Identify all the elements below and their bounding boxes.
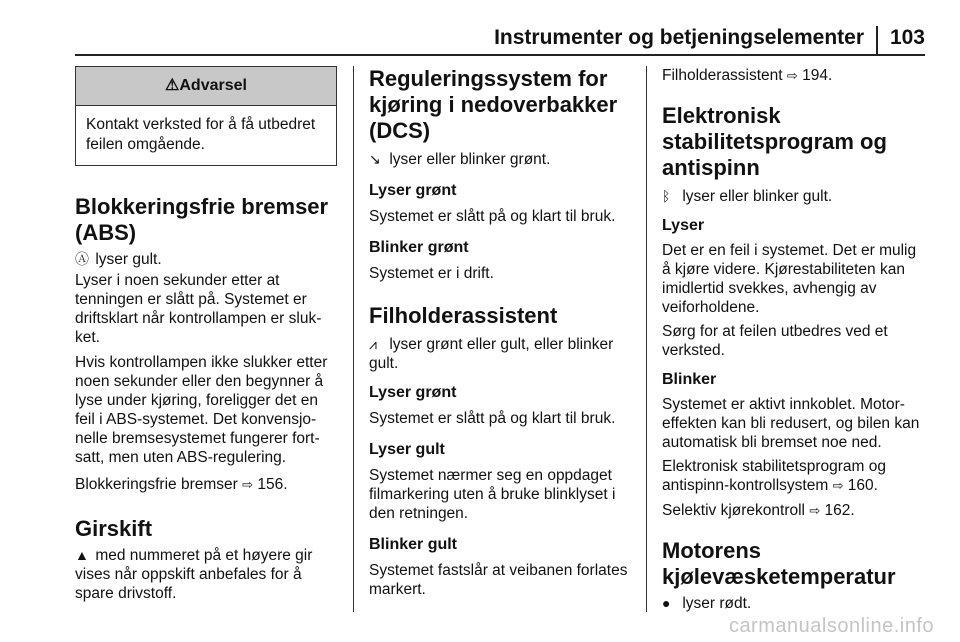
esc-icon: ᛒ [662, 188, 671, 204]
dcs-subheading-2: Blinker grønt [369, 239, 469, 256]
lane-heading: Filholderassistent [369, 303, 558, 328]
abs-reference-text: Blokkeringsfrie bremser [75, 476, 238, 493]
esc-reference-1 [662, 457, 926, 495]
lane-subtext-2: Systemet nærmer seg en oppdaget filmarkering uten å bruke blinklyset i den retningen. [369, 467, 616, 522]
shift-heading: Girskift [75, 516, 153, 541]
reference-arrow-icon: ⇨ [242, 477, 254, 492]
column-middle [369, 66, 631, 599]
abs-status-line [75, 250, 337, 269]
lane-subtext-1: Systemet er slått på og klart til bruk. [369, 410, 616, 427]
lane-status: lyser grønt eller gult, eller blinker gult. [369, 336, 614, 372]
page-number: 103 [889, 26, 925, 49]
lane-reference-page: 194. [802, 67, 833, 84]
esc-paragraph-3: Systemet er aktivt innkoblet. Motor-effekten kan bli redusert, og bilen kan automatisk bli bremset noe ned. [662, 396, 920, 451]
reference-arrow-icon: ⇨ [786, 68, 798, 83]
coolant-status-line [662, 594, 926, 613]
reference-arrow-icon: ⇨ [809, 503, 821, 518]
lane-subheading-1: Lyser grønt [369, 384, 457, 401]
abs-reference-page: 156. [257, 476, 288, 493]
shift-text: med nummeret på et høyere gir vises når oppskift anbefales for å spare drivstoff. [75, 547, 313, 602]
shift-text-block [75, 546, 337, 603]
dcs-status: lyser eller blinker grønt. [389, 151, 551, 168]
abs-warning-icon: Ⓐ [75, 251, 89, 267]
dcs-status-line [369, 150, 631, 169]
header-divider [876, 26, 878, 56]
abs-paragraph-2: Hvis kontrollampen ikke slukker etter noen sekunder eller den begynner å lyse under kjøring, foreligger det en feil i ABS-systemet. Det konvensjo-nelle bremsesystemet fungerer fort-satt, men uten ABS-regulering. [75, 354, 328, 466]
esc-status-line [662, 187, 926, 206]
esc-reference-2 [662, 501, 926, 520]
abs-status: lyser gult. [95, 251, 162, 268]
lane-status-line [369, 335, 631, 373]
lane-subtext-3: Systemet fastslår at veibanen forlates markert. [369, 562, 628, 598]
abs-paragraph-1: Lyser i noen sekunder etter at tenningen er slått på. Systemet er driftsklart når kontrollampen er sluk-ket. [75, 272, 322, 346]
lane-reference-text: Filholderassistent [662, 67, 783, 84]
reference-arrow-icon: ⇨ [832, 478, 844, 493]
dcs-icon: ↘ [369, 151, 381, 167]
esc-reference-1-page: 160. [847, 477, 878, 494]
warning-icon: ⚠ [165, 77, 180, 94]
coolant-temperature-icon: ● [662, 595, 671, 611]
warning-title: Advarsel [179, 77, 247, 94]
warning-box [75, 66, 337, 166]
column-right [662, 66, 926, 613]
esc-subheading-2: Blinker [662, 371, 717, 388]
warning-text: Kontakt verksted for å få utbedret feilen omgående. [86, 116, 316, 153]
coolant-status: lyser rødt. [682, 595, 752, 612]
dcs-subtext-2: Systemet er i drift. [369, 265, 494, 282]
lane-reference [662, 66, 926, 85]
header-rule [75, 54, 925, 56]
esc-paragraph-2: Sørg for at feilen utbedres ved et verksted. [662, 323, 888, 359]
abs-heading: Blokkeringsfrie bremser (ABS) [75, 194, 329, 245]
coolant-heading: Motorens kjølevæsketemperatur [662, 538, 896, 589]
watermark: carmanualsonline.info [728, 615, 934, 637]
lane-subheading-3: Blinker gult [369, 536, 458, 553]
dcs-heading: Reguleringssystem for kjøring i nedoverbakker (DCS) [369, 66, 618, 143]
esc-reference-2-text: Selektiv kjørekontroll [662, 502, 805, 519]
esc-subheading-1: Lyser [662, 217, 705, 234]
column-left [75, 66, 337, 603]
page-header [0, 0, 960, 58]
lane-subheading-2: Lyser gult [369, 441, 445, 458]
shift-up-icon: ▲ [75, 547, 89, 563]
esc-reference-2-page: 162. [824, 502, 855, 519]
esc-reference-1-text: Elektronisk stabilitetsprogram og antispinn-kontrollsystem [662, 458, 886, 494]
esc-heading: Elektronisk stabilitetsprogram og antispinn [662, 103, 887, 180]
dcs-subtext-1: Systemet er slått på og klart til bruk. [369, 208, 616, 225]
dcs-subheading-1: Lyser grønt [369, 182, 457, 199]
abs-reference [75, 475, 337, 494]
warning-header [76, 67, 336, 106]
page-title: Instrumenter og betjeningselementer [494, 26, 864, 49]
column-divider [646, 66, 647, 612]
esc-paragraph-1: Det er en feil i systemet. Det er mulig å kjøre videre. Kjørestabiliteten kan imidlertid svekkes, avhengig av veiforholdene. [662, 242, 917, 316]
column-divider [353, 66, 354, 612]
lane-assist-icon: ⩘ [369, 336, 377, 352]
esc-status: lyser eller blinker gult. [682, 188, 833, 205]
